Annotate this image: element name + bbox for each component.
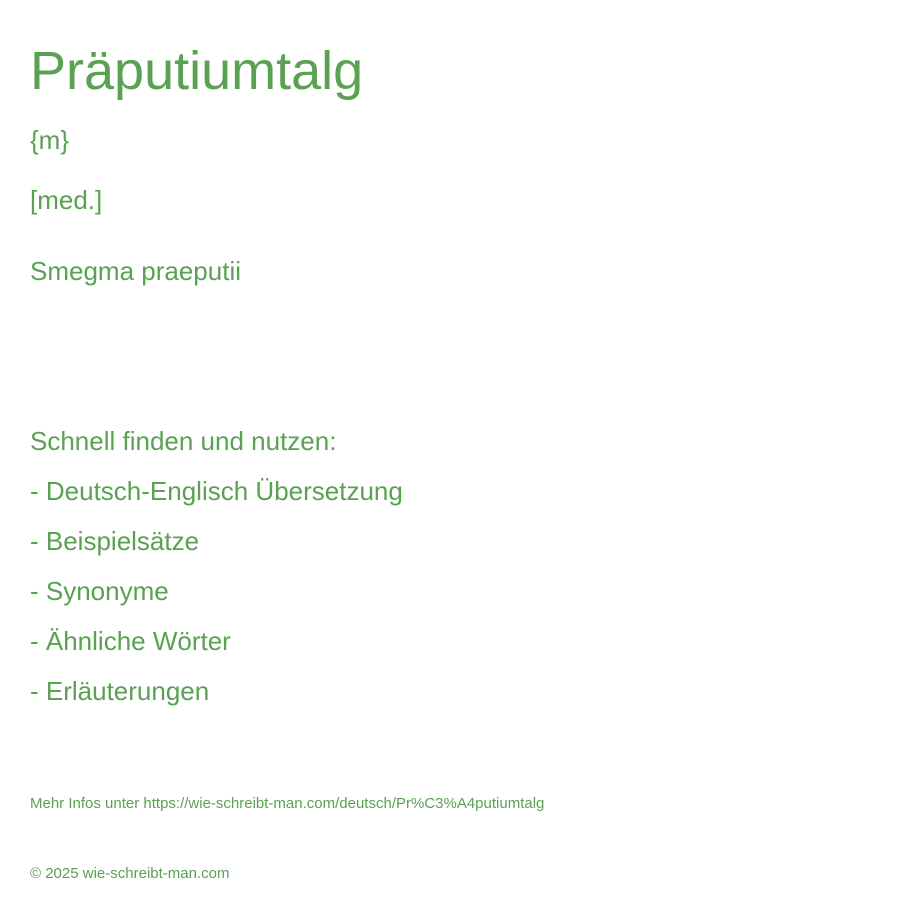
gender-tag: {m} [30,125,70,155]
page-title: Präputiumtalg [30,41,364,101]
copyright-text: © 2025 wie-schreibt-man.com [30,865,230,882]
quick-link-examples: - Beispielsätze [30,526,200,556]
domain-tag: [med.] [30,185,103,215]
quick-link-synonyms: - Synonyme [30,576,169,606]
translation-text: Smegma praeputii [30,256,241,286]
quick-link-explanations: - Erläuterungen [30,676,210,706]
quick-link-similar-words: - Ähnliche Wörter [30,626,231,656]
quick-links-heading: Schnell finden und nutzen: [30,426,337,456]
quick-link-translation: - Deutsch-Englisch Übersetzung [30,476,403,506]
more-info-text: Mehr Infos unter https://wie-schreibt-man.com/deutsch/Pr%C3%A4putiumtalg [30,795,545,812]
